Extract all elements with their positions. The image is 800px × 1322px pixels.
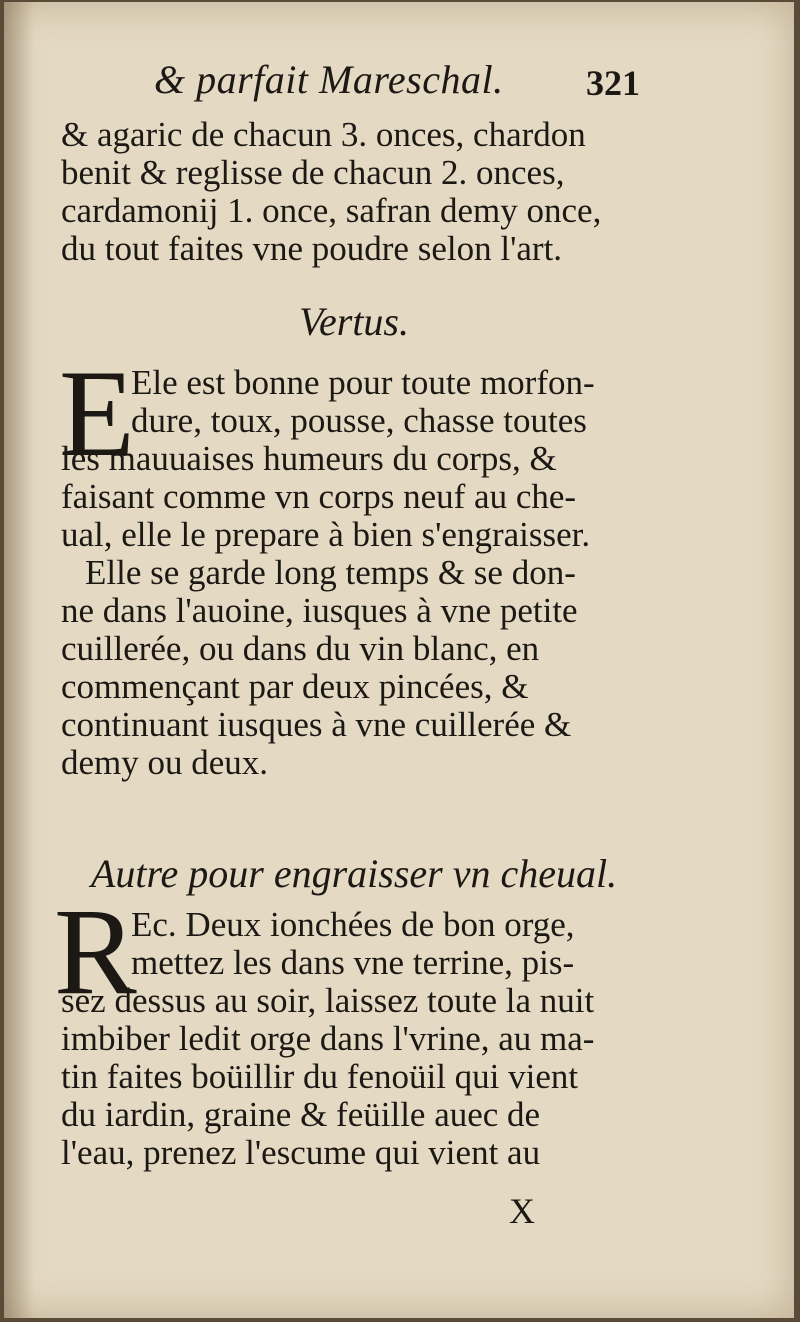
text-line: dure, toux, pousse, chasse toutes [131, 401, 587, 440]
text-line: Ele est bonne pour toute morfon- [131, 363, 595, 402]
text-line: faisant comme vn corps neuf au che- [61, 477, 577, 516]
text-line: Elle se garde long temps & se don- [85, 553, 576, 592]
text-line: commençant par deux pincées, & [61, 667, 529, 706]
text-line: ne dans l'auoine, iusques à vne petite [61, 591, 578, 630]
text-line: demy ou deux. [61, 743, 269, 782]
dropcap-r: R [54, 883, 137, 1020]
text-line: les mauuaises humeurs du corps, & [61, 439, 557, 478]
page-number: 321 [586, 63, 640, 103]
text-line: l'eau, prenez l'escume qui vient au [61, 1133, 541, 1172]
section-heading-vertus: Vertus. [299, 299, 409, 344]
book-page [4, 2, 794, 1318]
text-line: cardamonij 1. once, safran demy once, [61, 191, 602, 230]
page-header [54, 56, 654, 116]
text-line: du tout faites vne poudre selon l'art. [61, 229, 563, 268]
text-line: sez dessus au soir, laissez toute la nuit [61, 981, 595, 1020]
text-line: cuillerée, ou dans du vin blanc, en [61, 629, 540, 668]
text-line: ual, elle le prepare à bien s'engraisser. [61, 515, 591, 554]
recipe-paragraph [61, 906, 651, 1172]
text-line: du iardin, graine & feüille auec de [61, 1095, 541, 1134]
text-line: mettez les dans vne terrine, pis- [131, 943, 575, 982]
text-line: Ec. Deux ionchées de bon orge, [131, 905, 575, 944]
dropcap-e: E [59, 345, 135, 482]
text-line: tin faites boüillir du fenoüil qui vient [61, 1057, 579, 1096]
text-line: & agaric de chacun 3. onces, chardon [61, 115, 586, 154]
running-title: & parfait Mareschal. [154, 57, 504, 102]
intro-paragraph [61, 116, 651, 268]
text-line: continuant iusques à vne cuillerée & [61, 705, 572, 744]
catchword: X [509, 1191, 535, 1231]
text-line: imbiber ledit orge dans l'vrine, au ma- [61, 1019, 595, 1058]
section-heading-autre: Autre pour engraisser vn cheual. [90, 851, 618, 896]
vertus-paragraph [59, 345, 651, 782]
page-edge-shadow [4, 2, 34, 1318]
text-line: benit & reglisse de chacun 2. onces, [61, 153, 565, 192]
